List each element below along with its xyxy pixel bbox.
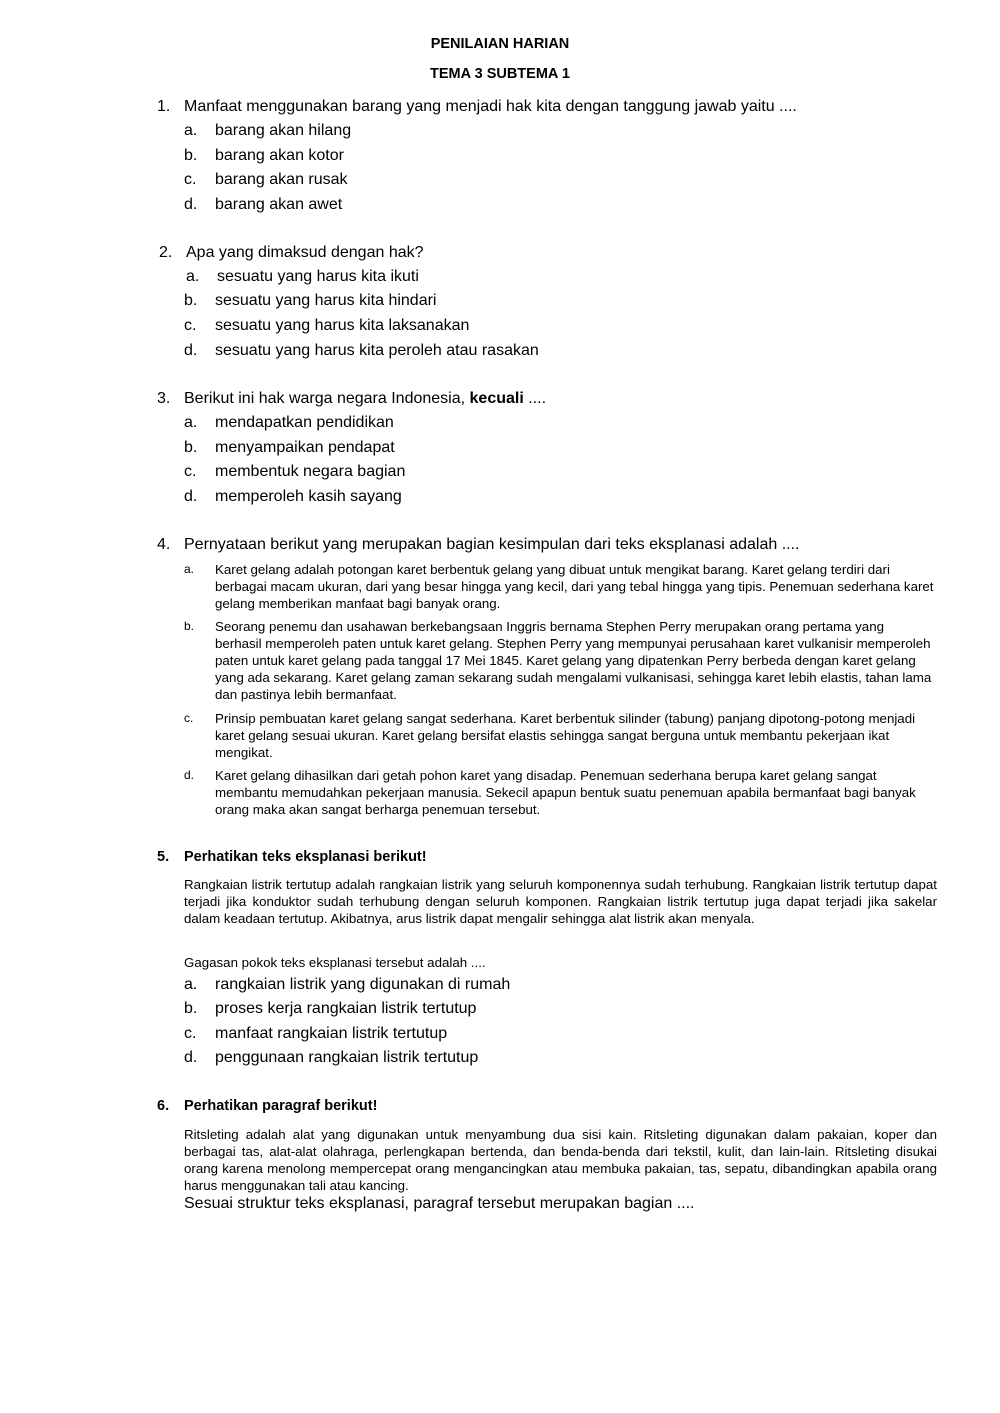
- option-text: sesuatu yang harus kita laksanakan: [215, 317, 470, 334]
- question-number: 1.: [157, 98, 171, 115]
- q1-option-c[interactable]: [184, 171, 348, 189]
- option-text: menyampaikan pendapat: [215, 439, 395, 456]
- q4-option-c[interactable]: [184, 710, 934, 761]
- q4-option-b[interactable]: [184, 618, 934, 703]
- option-letter: d.: [184, 196, 198, 213]
- page-title: PENILAIAN HARIAN: [430, 36, 570, 52]
- question-text: Manfaat menggunakan barang yang menjadi hak kita dengan tanggung jawab yaitu ....: [184, 98, 797, 115]
- question-emphasis: kecuali: [469, 390, 524, 407]
- question-number: 4.: [157, 536, 171, 553]
- option-text: barang akan hilang: [215, 122, 352, 139]
- option-text: barang akan awet: [215, 196, 343, 213]
- q2-option-a[interactable]: [186, 268, 419, 286]
- option-text: Karet gelang dihasilkan dari getah pohon karet yang disadap. Penemuan sederhana berupa karet gelang sangat membantu memudahkan pekerjaan manusia. Sekecil apapun bentuk suatu penemuan apabila bermanfaat bagi banyak orang maka akan sangat berharga penemuan tersebut.: [215, 768, 916, 817]
- q5-option-a[interactable]: [184, 976, 510, 994]
- q6-prompt: Sesuai struktur teks eksplanasi, paragraf tersebut merupakan bagian ....: [184, 1195, 695, 1212]
- option-letter: a.: [184, 414, 198, 431]
- question-text: Apa yang dimaksud dengan hak?: [186, 244, 424, 261]
- question-1: [157, 98, 797, 116]
- option-letter: d.: [184, 768, 195, 782]
- option-text: barang akan rusak: [215, 171, 348, 188]
- q6-passage: Ritsleting adalah alat yang digunakan untuk menyambung dua sisi kain. Ritsleting digunakan dalam pakaian, koper dan berbagai tas, alat-alat olahraga, perlengkapan bertenda, dan benda-benda dari tekstil, kulit, dan lain-lain. Ritsleting disukai orang karena menolong mempercepat orang mengancingkan atau membuka pakaian, tas, sepatu, dibandingkan apabila orang harus menggunakan tali atau kancing.: [184, 1127, 937, 1193]
- question-3: [157, 390, 546, 408]
- option-text: barang akan kotor: [215, 147, 344, 164]
- q2-option-b[interactable]: [184, 292, 436, 310]
- q3-option-a[interactable]: [184, 414, 394, 432]
- q5-prompt: Gagasan pokok teks eksplanasi tersebut adalah ....: [184, 955, 486, 970]
- option-text: Prinsip pembuatan karet gelang sangat sederhana. Karet berbentuk silinder (tabung) panjang dipotong-potong menjadi karet gelang sesuai ukuran. Karet gelang bersifat elastis sehingga sangat berguna untuk membantu pekerjaan ikat mengikat.: [215, 711, 916, 760]
- q5-option-c[interactable]: [184, 1025, 447, 1043]
- option-letter: c.: [184, 463, 197, 480]
- option-text: memperoleh kasih sayang: [215, 488, 402, 505]
- q3-option-d[interactable]: [184, 488, 402, 506]
- question-text-end: ....: [523, 390, 547, 407]
- question-text: Perhatikan paragraf berikut!: [184, 1098, 378, 1114]
- option-text: proses kerja rangkaian listrik tertutup: [215, 1000, 477, 1017]
- question-number: 5.: [157, 849, 170, 865]
- q2-option-c[interactable]: [184, 317, 469, 335]
- option-text: sesuatu yang harus kita peroleh atau rasakan: [215, 342, 539, 359]
- q1-option-d[interactable]: [184, 196, 342, 214]
- q2-option-d[interactable]: [184, 342, 539, 360]
- question-number: 3.: [157, 390, 171, 407]
- option-letter: c.: [184, 171, 197, 188]
- question-text: Berikut ini hak warga negara Indonesia,: [184, 390, 470, 407]
- q5-passage: Rangkaian listrik tertutup adalah rangkaian listrik yang seluruh komponennya sudah terhubung. Rangkaian listrik tertutup dapat terjadi jika konduktor sudah terhubung dengan seluruh komponen. Rangkaian listrik tertutup juga dapat terjadi jika sakelar dalam keadaan tertutup. Akibatnya, arus listrik dapat mengalir sehingga alat listrik akan menyala.: [184, 877, 937, 926]
- question-6: [157, 1098, 377, 1114]
- option-letter: d.: [184, 1049, 198, 1066]
- option-letter: c.: [184, 317, 197, 334]
- question-4: [157, 536, 799, 554]
- q1-option-a[interactable]: [184, 122, 351, 140]
- option-letter: b.: [184, 1000, 198, 1017]
- option-letter: c.: [184, 1025, 197, 1042]
- question-text: Pernyataan berikut yang merupakan bagian kesimpulan dari teks eksplanasi adalah ....: [184, 536, 800, 553]
- option-letter: b.: [184, 292, 198, 309]
- option-letter: b.: [184, 147, 198, 164]
- option-text: rangkaian listrik yang digunakan di rumah: [215, 976, 511, 993]
- q5-option-b[interactable]: [184, 1000, 476, 1018]
- q3-option-c[interactable]: [184, 463, 405, 481]
- option-letter: b.: [184, 439, 198, 456]
- option-letter: a.: [184, 122, 198, 139]
- question-number: 2.: [159, 244, 173, 261]
- q1-option-b[interactable]: [184, 147, 344, 165]
- option-letter: a.: [184, 976, 198, 993]
- q3-option-b[interactable]: [184, 439, 395, 457]
- option-letter: b.: [184, 619, 195, 633]
- option-text: penggunaan rangkaian listrik tertutup: [215, 1049, 479, 1066]
- option-letter: d.: [184, 342, 198, 359]
- question-5: [157, 849, 427, 865]
- option-letter: c.: [184, 711, 194, 725]
- question-number: 6.: [157, 1098, 170, 1114]
- option-text: sesuatu yang harus kita ikuti: [217, 268, 419, 285]
- option-text: sesuatu yang harus kita hindari: [215, 292, 437, 309]
- option-text: Seorang penemu dan usahawan berkebangsaan Inggris bernama Stephen Perry merupakan orang pertama yang berhasil memperoleh paten untuk karet gelang. Stephen Perry yang mempunyai perusahaan karet vulkanisir memperoleh paten untuk karet gelang pada tanggal 17 Mei 1845. Karet gelang yang dipatenkan Perry berbeda dengan karet gelang yang ada sekarang. Karet gelang zaman sekarang sudah mengalami vulkanisasi, sehingga karet lebih elastis, tahan lama dan pastinya lebih bermanfaat.: [215, 619, 932, 702]
- q5-option-d[interactable]: [184, 1049, 478, 1067]
- question-2: [159, 244, 424, 262]
- q4-option-a[interactable]: [184, 561, 934, 612]
- option-letter: a.: [186, 268, 200, 285]
- page-subtitle: TEMA 3 SUBTEMA 1: [430, 66, 570, 82]
- option-text: membentuk negara bagian: [215, 463, 406, 480]
- q4-option-d[interactable]: [184, 767, 934, 818]
- option-text: mendapatkan pendidikan: [215, 414, 394, 431]
- option-text: Karet gelang adalah potongan karet berbentuk gelang yang dibuat untuk mengikat barang. Karet gelang terdiri dari berbagai macam ukuran, dari yang besar hingga yang kecil, dari yang tebal hingga yang tipis. Penemuan sederhana karet gelang memberikan manfaat bagi banyak orang.: [215, 562, 934, 611]
- option-letter: a.: [184, 562, 195, 576]
- option-text: manfaat rangkaian listrik tertutup: [215, 1025, 448, 1042]
- option-letter: d.: [184, 488, 198, 505]
- question-text: Perhatikan teks eksplanasi berikut!: [184, 849, 427, 865]
